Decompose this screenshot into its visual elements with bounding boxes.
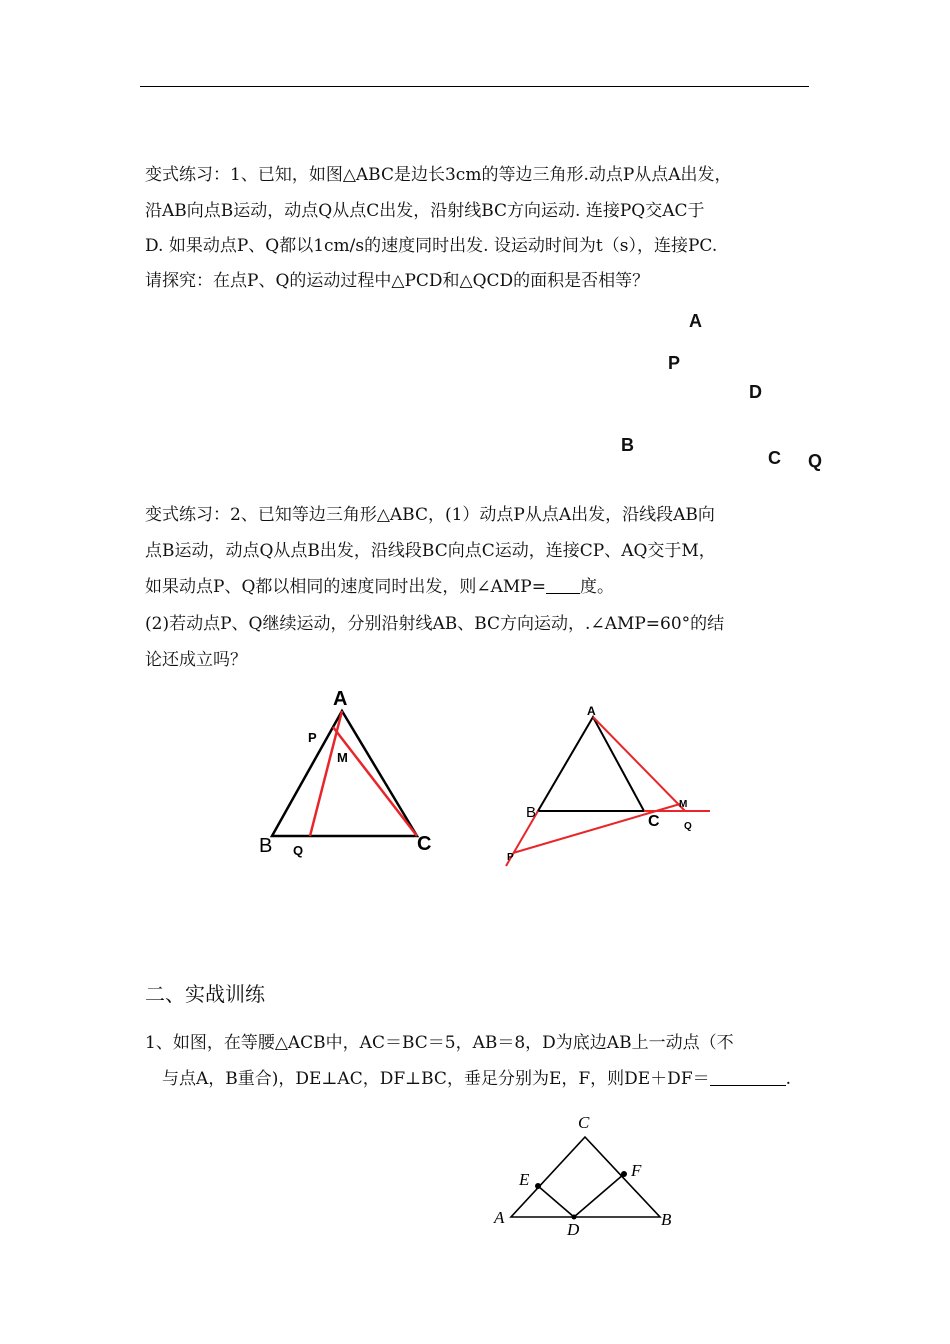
fig2-label-b: B [526, 804, 537, 821]
exercise2-line4: (2)若动点P、Q继续运动，分别沿射线AB、BC方向运动，.∠AMP=60°的结 [145, 614, 725, 634]
fig2-label-m: M [679, 799, 688, 810]
exercise1-line3: D. 如果动点P、Q都以1cm/s的速度同时出发. 设运动时间为t（s），连接PC. [145, 236, 718, 256]
fig2-label-c: C [648, 813, 660, 830]
fig3-segment-df [574, 1174, 624, 1217]
fig3-label-a: A [494, 1208, 505, 1227]
fig3-label-e: E [519, 1170, 530, 1189]
fig3-label-c: C [578, 1113, 590, 1132]
exercise2-line3-before: 如果动点P、Q都以相同的速度同时出发，则∠AMP= [145, 577, 546, 597]
fig3-segment-de [538, 1186, 574, 1217]
ex1-label-p: P [668, 353, 681, 373]
fig1-label-b: B [259, 835, 273, 857]
fig1-label-m: M [337, 750, 348, 765]
section2-q1-line2-after: . [785, 1069, 792, 1089]
fig3-label-f: F [631, 1161, 642, 1180]
ex1-label-b: B [621, 435, 634, 455]
exercise1-line4: 请探究：在点P、Q的运动过程中△PCD和△QCD的面积是否相等？ [145, 271, 650, 291]
fig1-label-a: A [333, 688, 348, 710]
fig2-label-q: Q [684, 821, 692, 832]
fig3-label-b: B [661, 1210, 672, 1229]
exercise2-line5: 论还成立吗？ [145, 650, 247, 670]
fig1-label-c: C [417, 833, 432, 855]
fig3-label-d: D [567, 1220, 580, 1239]
exercise2-line2: 点B运动，动点Q从点B出发，沿线段BC向点C运动，连接CP、AQ交于M， [145, 541, 716, 561]
section2-q1-line2-before: 与点A，B重合)，DE⊥AC，DF⊥BC，垂足分别为E，F，则DE＋DF＝ [162, 1069, 710, 1089]
fig3-point-d [572, 1215, 577, 1220]
section2-q1-line1: 1、如图，在等腰△ACB中，AC＝BC＝5，AB＝8，D为底边AB上一动点（不 [145, 1033, 734, 1053]
ex1-label-a: A [689, 311, 702, 331]
exercise2-line1: 变式练习：2、已知等边三角形△ABC，(1）动点P从点A出发，沿线段AB向 [145, 505, 715, 525]
exercise1-line1: 变式练习：1、已知，如图△ABC是边长3cm的等边三角形.动点P从点A出发， [145, 165, 732, 185]
fig2-label-a: A [587, 704, 596, 718]
fig1-label-p: P [308, 730, 317, 745]
section-heading: 二、实战训练 [145, 982, 265, 1006]
ex1-label-c: C [768, 448, 781, 468]
fig1-label-q: Q [293, 843, 304, 858]
exercise1-line2: 沿AB向点B运动，动点Q从点C出发，沿射线BC方向运动. 连接PQ交AC于 [145, 201, 705, 221]
fig3-point-e [535, 1183, 541, 1189]
exercise2-line3-after: 度。 [580, 577, 614, 597]
ex1-label-q: Q [808, 451, 823, 471]
fig3-point-f [621, 1171, 627, 1177]
fig2-label-p: P [507, 852, 514, 863]
ex1-label-d: D [749, 382, 762, 402]
